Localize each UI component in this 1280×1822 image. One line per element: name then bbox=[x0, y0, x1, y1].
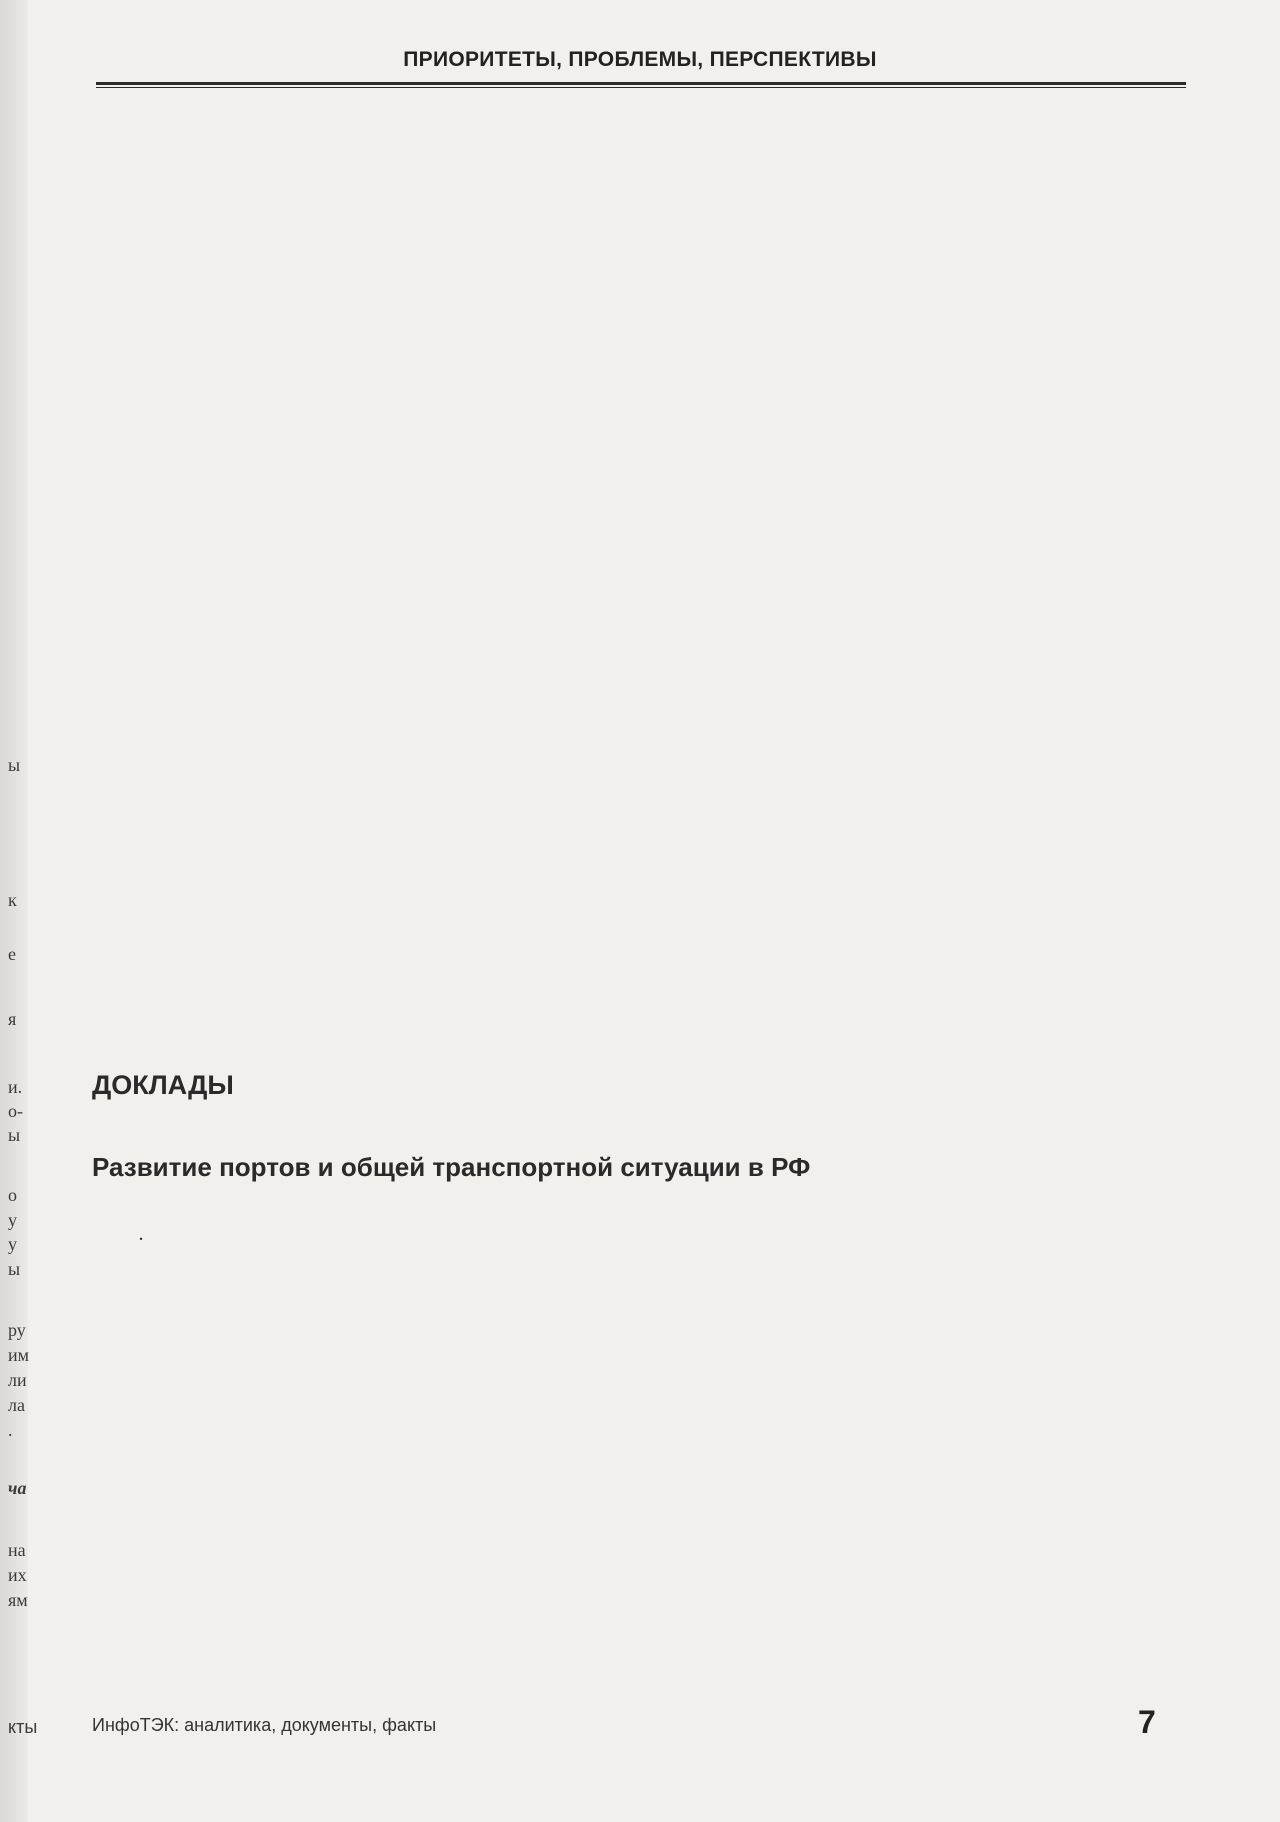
section-title: ДОКЛАДЫ bbox=[92, 1070, 234, 1100]
margin-fragment: ли bbox=[8, 1370, 27, 1390]
margin-fragment: ру bbox=[8, 1320, 26, 1340]
article-title: Развитие портов и общей транспортной ситуации в РФ bbox=[92, 1152, 811, 1182]
margin-fragment: кты bbox=[8, 1717, 38, 1737]
margin-fragment: ям bbox=[8, 1590, 28, 1610]
margin-fragment: ла bbox=[8, 1395, 25, 1415]
margin-fragment: ы bbox=[8, 1125, 21, 1145]
margin-fragment: ча bbox=[8, 1478, 27, 1498]
margin-fragment: о bbox=[8, 1185, 17, 1205]
adjacent-page-margin bbox=[8, 0, 68, 1822]
page-number: 7 bbox=[1138, 1704, 1156, 1740]
header-rule bbox=[96, 82, 1186, 85]
article-intro-paragraph: . bbox=[139, 1223, 144, 1245]
margin-fragment: им bbox=[8, 1345, 30, 1365]
margin-fragment: я bbox=[8, 1009, 17, 1029]
margin-fragment: е bbox=[8, 944, 16, 964]
margin-fragment: к bbox=[8, 890, 17, 910]
margin-fragment: . bbox=[8, 1420, 13, 1440]
interview-body bbox=[92, 106, 1184, 132]
margin-fragment: на bbox=[8, 1540, 26, 1560]
footer-publication: ИнфоТЭК: аналитика, документы, факты bbox=[92, 1715, 437, 1735]
margin-fragment: у bbox=[8, 1234, 17, 1254]
margin-fragment: их bbox=[8, 1565, 27, 1585]
article-body bbox=[92, 1208, 1184, 1261]
margin-fragment: о- bbox=[8, 1101, 23, 1121]
margin-fragment: у bbox=[8, 1210, 17, 1230]
margin-fragment: ы bbox=[8, 1259, 21, 1279]
header-rule-thin bbox=[96, 87, 1186, 88]
running-header: ПРИОРИТЕТЫ, ПРОБЛЕМЫ, ПЕРСПЕКТИВЫ bbox=[403, 48, 877, 71]
margin-fragment: и. bbox=[8, 1077, 23, 1097]
margin-fragment: ы bbox=[8, 755, 21, 775]
